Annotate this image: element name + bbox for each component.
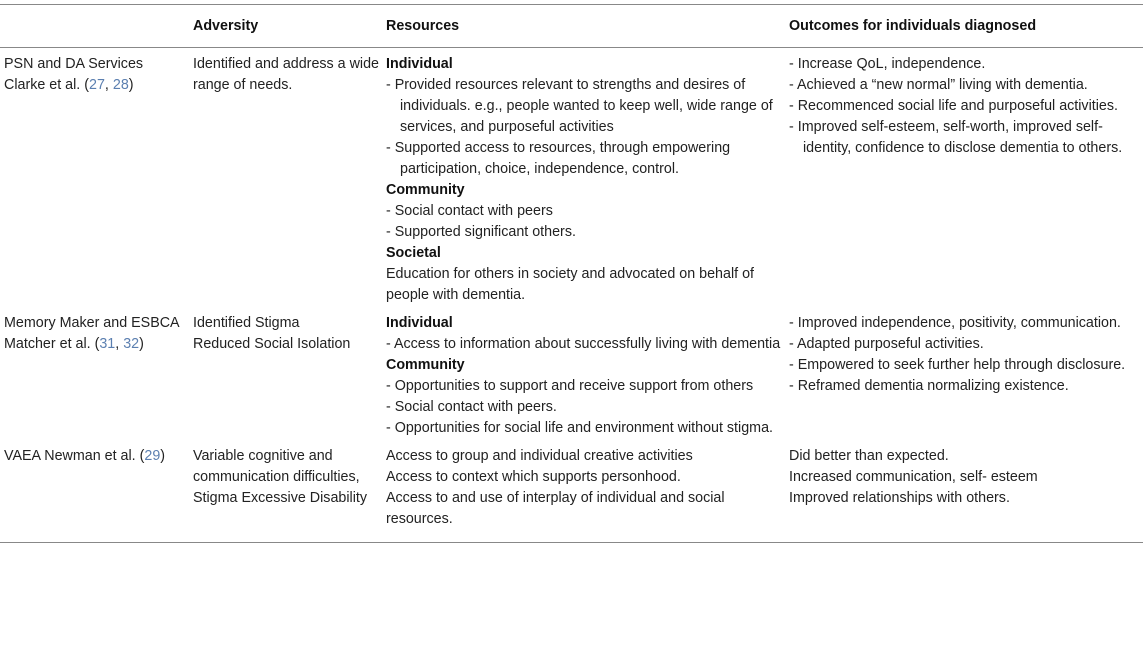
reference-link[interactable]: 28 — [112, 77, 129, 93]
individual-heading: Individual — [386, 56, 453, 72]
resource-item: - Social contact with peers. — [386, 399, 557, 415]
study-cell — [0, 442, 193, 543]
adversity-item: Reduced Social Isolation — [193, 336, 351, 352]
header-adversity: Adversity — [193, 5, 386, 48]
table-row — [0, 48, 1143, 310]
resource-item: - Provided resources relevant to strengths and desires of individuals. e.g., people wanted to keep well, wide range of services, and purposeful activities — [386, 77, 773, 135]
table-row — [0, 442, 1143, 543]
reference-link[interactable]: 31 — [99, 336, 116, 352]
resource-item: - Opportunities to support and receive support from others — [386, 378, 754, 394]
resource-text: Access to and use of interplay of individual and social resources. — [386, 490, 725, 527]
outcome-item: Increased communication, self- esteem — [789, 469, 1038, 485]
societal-heading: Societal — [386, 245, 441, 261]
study-name: VAEA Newman et al. ( — [4, 448, 145, 464]
resource-item: - Access to information about successfully living with dementia — [386, 336, 781, 352]
adversity-cell: Identified and address a wide range of needs. — [193, 56, 379, 93]
header-outcomes: Outcomes for individuals diagnosed — [789, 5, 1143, 48]
resources-cell — [386, 309, 789, 442]
outcomes-cell — [789, 442, 1143, 543]
resources-cell — [386, 48, 789, 310]
reference-close: ) — [160, 448, 166, 464]
outcomes-cell — [789, 309, 1143, 442]
outcome-item: - Improved self-esteem, self-worth, improved self-identity, confidence to disclose dementia to others. — [789, 119, 1123, 156]
resource-text: Access to context which supports personhood. — [386, 469, 681, 485]
reference-link[interactable]: 29 — [144, 448, 161, 464]
study-name: Memory Maker and ESBCA Matcher et al. ( — [4, 315, 179, 352]
study-cell — [0, 309, 193, 442]
resource-item: - Social contact with peers — [386, 203, 553, 219]
community-heading: Community — [386, 182, 465, 198]
outcome-item: - Reframed dementia normalizing existence. — [789, 378, 1069, 394]
study-cell — [0, 48, 193, 310]
header-resources: Resources — [386, 5, 789, 48]
outcome-item: - Achieved a “new normal” living with dementia. — [789, 77, 1088, 93]
outcome-item: - Recommenced social life and purposeful activities. — [789, 98, 1118, 114]
outcome-item: Improved relationships with others. — [789, 490, 1010, 506]
reference-separator: , — [104, 77, 113, 93]
resource-item: - Supported access to resources, through empowering participation, choice, independence, control. — [386, 140, 731, 177]
reference-separator: , — [115, 336, 124, 352]
reference-link[interactable]: 32 — [123, 336, 140, 352]
resource-item: - Opportunities for social life and environment without stigma. — [386, 420, 773, 436]
outcome-item: - Empowered to seek further help through disclosure. — [789, 357, 1126, 373]
outcome-item: Did better than expected. — [789, 448, 949, 464]
results-table — [0, 4, 1143, 543]
outcome-item: - Improved independence, positivity, communication. — [789, 315, 1121, 331]
community-heading: Community — [386, 357, 465, 373]
table-row — [0, 309, 1143, 442]
outcome-item: - Increase QoL, independence. — [789, 56, 986, 72]
adversity-cell: Variable cognitive and communication difficulties, Stigma Excessive Disability — [193, 442, 386, 543]
resource-text: Access to group and individual creative activities — [386, 448, 693, 464]
study-name: PSN and DA Services Clarke et al. ( — [4, 56, 144, 93]
reference-close: ) — [128, 77, 134, 93]
header-study — [0, 5, 193, 48]
resource-text: Education for others in society and advocated on behalf of people with dementia. — [386, 266, 754, 303]
outcome-item: - Adapted purposeful activities. — [789, 336, 984, 352]
outcomes-cell — [789, 48, 1143, 310]
header-row — [0, 5, 1143, 48]
individual-heading: Individual — [386, 315, 453, 331]
adversity-item: Identified Stigma — [193, 315, 300, 331]
adversity-cell — [193, 309, 386, 442]
resources-cell — [386, 442, 789, 543]
reference-link[interactable]: 27 — [89, 77, 105, 93]
reference-close: ) — [139, 336, 144, 352]
resource-item: - Supported significant others. — [386, 224, 576, 240]
